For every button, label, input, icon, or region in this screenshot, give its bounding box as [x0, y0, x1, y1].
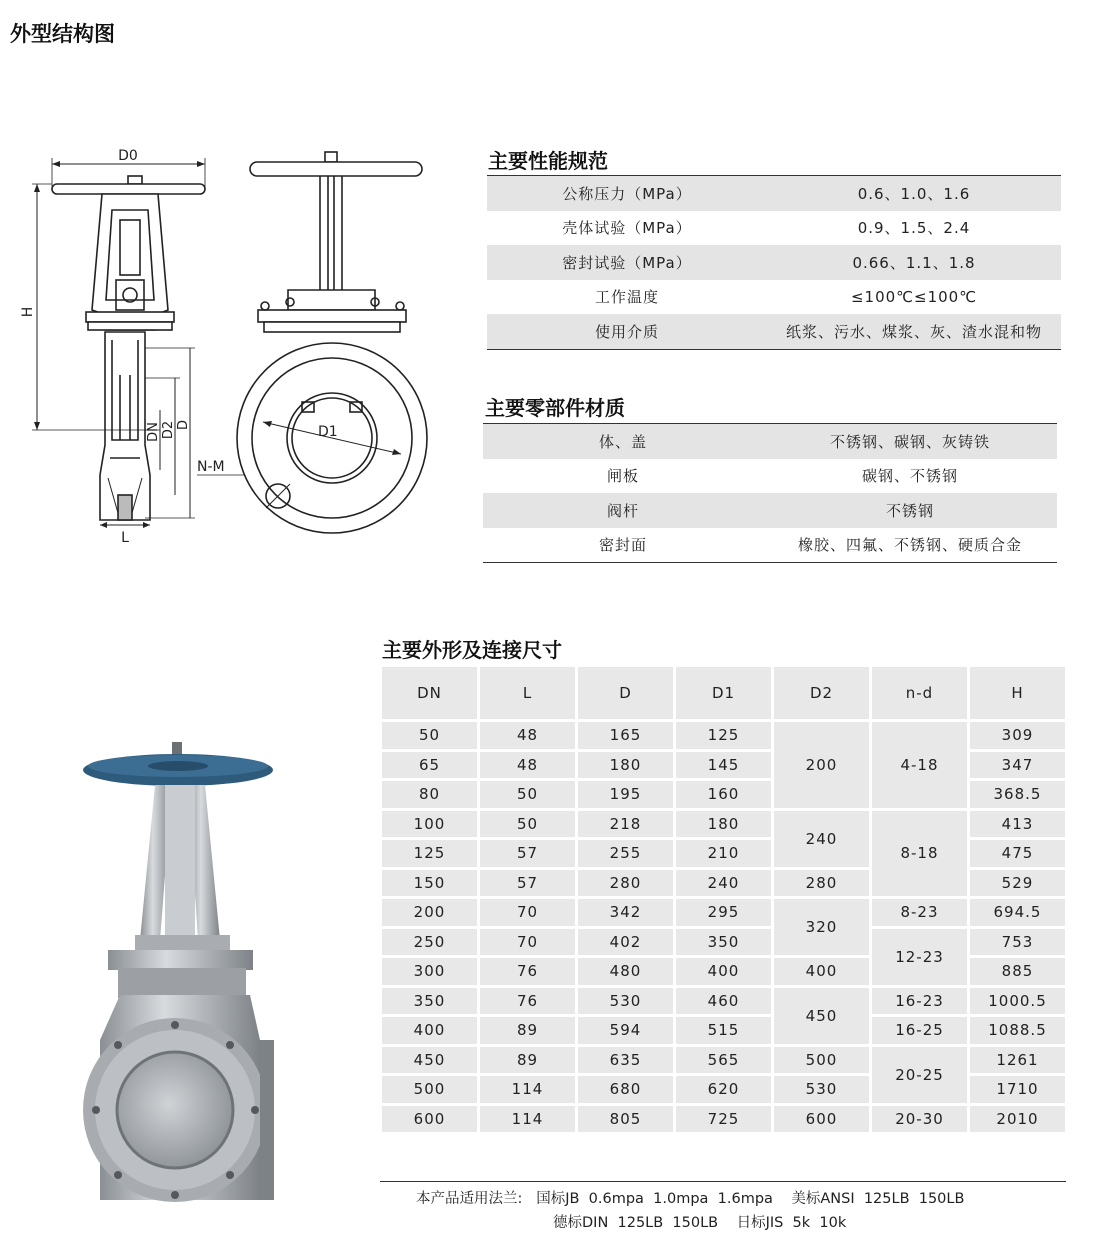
- table-row: [381, 1104, 1067, 1134]
- performance-row: [487, 280, 1061, 315]
- cell-h: 347: [969, 750, 1067, 780]
- cell-l: 48: [479, 750, 577, 780]
- cell-dn: 500: [381, 1075, 479, 1105]
- cell-d: 402: [577, 927, 675, 957]
- cell-d1: 515: [675, 1016, 773, 1046]
- cell-h: 475: [969, 839, 1067, 869]
- cell-d: 594: [577, 1016, 675, 1046]
- cell-d: 280: [577, 868, 675, 898]
- performance-value: 0.9、1.5、2.4: [857, 219, 971, 238]
- dimensions-table: [379, 664, 1068, 1135]
- label-nm: N-M: [197, 459, 225, 475]
- cell-d: 195: [577, 780, 675, 810]
- cell-nd: 20-30: [871, 1104, 969, 1134]
- dimensions-title: 主要外形及连接尺寸: [382, 638, 562, 662]
- cell-d2: 280: [773, 868, 871, 898]
- performance-label: 使用介质: [487, 314, 767, 349]
- cell-d: 805: [577, 1104, 675, 1134]
- materials-value: 橡胶、四氟、不锈钢、硬质合金: [763, 528, 1057, 563]
- cell-d1: 160: [675, 780, 773, 810]
- cell-d1: 350: [675, 927, 773, 957]
- performance-value: 0.66、1.1、1.8: [767, 245, 1061, 280]
- cell-d2: 400: [773, 957, 871, 987]
- cell-l: 48: [479, 721, 577, 751]
- table-row: [381, 986, 1067, 1016]
- cell-d: 680: [577, 1075, 675, 1105]
- cell-dn: 100: [381, 809, 479, 839]
- page-title: 外型结构图: [10, 21, 115, 46]
- cell-d1: 145: [675, 750, 773, 780]
- materials-table: [483, 423, 1057, 563]
- cell-d1: 400: [675, 957, 773, 987]
- cell-dn: 80: [381, 780, 479, 810]
- performance-label: 壳体试验（MPa）: [562, 219, 692, 238]
- performance-row: [487, 176, 1061, 211]
- label-h: H: [20, 306, 36, 318]
- valve-outline-drawing: [20, 140, 440, 560]
- cell-d: 180: [577, 750, 675, 780]
- cell-l: 76: [479, 986, 577, 1016]
- cell-dn: 65: [381, 750, 479, 780]
- performance-title: 主要性能规范: [488, 149, 608, 173]
- label-d2: D2: [161, 420, 176, 440]
- cell-h: 529: [969, 868, 1067, 898]
- cell-h: 885: [969, 957, 1067, 987]
- label-d0: D0: [118, 148, 138, 164]
- materials-row: [483, 424, 1057, 459]
- label-dn: DN: [146, 422, 161, 442]
- materials-title: 主要零部件材质: [485, 396, 625, 420]
- dimensions-bottom-rule: [380, 1181, 1066, 1182]
- performance-value: ≤100℃≤100℃: [850, 287, 978, 306]
- cell-d2: 530: [773, 1075, 871, 1105]
- cell-l: 70: [479, 898, 577, 928]
- cell-l: 57: [479, 868, 577, 898]
- cell-h: 1710: [969, 1075, 1067, 1105]
- cell-d1: 125: [675, 721, 773, 751]
- cell-l: 76: [479, 957, 577, 987]
- cell-nd: 20-25: [871, 1045, 969, 1104]
- cell-d: 342: [577, 898, 675, 928]
- column-header: D: [577, 666, 675, 721]
- cell-d2: 600: [773, 1104, 871, 1134]
- column-header: n-d: [871, 666, 969, 721]
- cell-d: 530: [577, 986, 675, 1016]
- cell-l: 70: [479, 927, 577, 957]
- cell-dn: 125: [381, 839, 479, 869]
- cell-d2: 450: [773, 986, 871, 1045]
- label-l: L: [121, 530, 129, 546]
- cell-d: 218: [577, 809, 675, 839]
- cell-nd: 8-18: [871, 809, 969, 898]
- performance-value: 0.6、1.0、1.6: [767, 176, 1061, 211]
- performance-label: 公称压力（MPa）: [487, 176, 767, 211]
- cell-h: 1088.5: [969, 1016, 1067, 1046]
- cell-nd: 8-23: [871, 898, 969, 928]
- cell-h: 309: [969, 721, 1067, 751]
- materials-value: 不锈钢: [763, 493, 1057, 528]
- cell-d1: 210: [675, 839, 773, 869]
- performance-value: 纸浆、污水、煤浆、灰、渣水混和物: [767, 314, 1061, 349]
- cell-dn: 400: [381, 1016, 479, 1046]
- cell-d1: 180: [675, 809, 773, 839]
- cell-nd: 12-23: [871, 927, 969, 986]
- cell-d2: 200: [773, 721, 871, 810]
- cell-dn: 450: [381, 1045, 479, 1075]
- materials-label: 体、盖: [483, 424, 763, 459]
- performance-label: 密封试验（MPa）: [487, 245, 767, 280]
- cell-d1: 565: [675, 1045, 773, 1075]
- materials-value: 碳钢、不锈钢: [861, 467, 958, 486]
- cell-d: 480: [577, 957, 675, 987]
- cell-d: 255: [577, 839, 675, 869]
- cell-nd: 16-25: [871, 1016, 969, 1046]
- performance-row: [487, 211, 1061, 246]
- cell-l: 89: [479, 1045, 577, 1075]
- cell-dn: 50: [381, 721, 479, 751]
- flange-note-line2: 德标DIN 125LB 150LB 日标JIS 5k 10k: [553, 1215, 847, 1231]
- cell-d1: 295: [675, 898, 773, 928]
- cell-dn: 300: [381, 957, 479, 987]
- column-header: L: [479, 666, 577, 721]
- performance-label: 工作温度: [594, 288, 659, 307]
- cell-h: 1261: [969, 1045, 1067, 1075]
- cell-d: 635: [577, 1045, 675, 1075]
- materials-row: [483, 493, 1057, 528]
- materials-label: 闸板: [606, 467, 639, 486]
- column-header: DN: [381, 666, 479, 721]
- performance-row: [487, 245, 1061, 280]
- cell-dn: 250: [381, 927, 479, 957]
- dimensions-header-row: [381, 666, 1067, 721]
- table-row: [381, 721, 1067, 751]
- cell-l: 50: [479, 780, 577, 810]
- table-row: [381, 1016, 1067, 1046]
- valve-product-photo: [80, 740, 370, 1215]
- column-header: H: [969, 666, 1067, 721]
- cell-d2: 320: [773, 898, 871, 957]
- performance-row: [487, 314, 1061, 349]
- table-row: [381, 898, 1067, 928]
- cell-dn: 600: [381, 1104, 479, 1134]
- materials-value: 不锈钢、碳钢、灰铸铁: [763, 424, 1057, 459]
- cell-d2: 500: [773, 1045, 871, 1075]
- label-d: D: [176, 419, 191, 431]
- cell-h: 694.5: [969, 898, 1067, 928]
- flange-note-line1: 本产品适用法兰: 国标JB 0.6mpa 1.0mpa 1.6mpa 美标ANSI 125LB 150LB: [416, 1191, 965, 1207]
- column-header: D1: [675, 666, 773, 721]
- table-row: [381, 1045, 1067, 1075]
- cell-h: 2010: [969, 1104, 1067, 1134]
- materials-row: [483, 528, 1057, 563]
- label-d1: D1: [318, 424, 338, 440]
- performance-table: [487, 175, 1061, 350]
- cell-h: 753: [969, 927, 1067, 957]
- cell-d1: 725: [675, 1104, 773, 1134]
- cell-d1: 620: [675, 1075, 773, 1105]
- cell-l: 50: [479, 809, 577, 839]
- materials-label: 阀杆: [483, 493, 763, 528]
- materials-label: 密封面: [483, 528, 763, 563]
- cell-nd: 4-18: [871, 721, 969, 810]
- cell-d: 165: [577, 721, 675, 751]
- cell-h: 368.5: [969, 780, 1067, 810]
- cell-dn: 150: [381, 868, 479, 898]
- cell-l: 114: [479, 1104, 577, 1134]
- cell-d2: 240: [773, 809, 871, 868]
- cell-h: 1000.5: [969, 986, 1067, 1016]
- table-row: [381, 809, 1067, 839]
- table-row: [381, 927, 1067, 957]
- cell-dn: 350: [381, 986, 479, 1016]
- cell-nd: 16-23: [871, 986, 969, 1016]
- cell-l: 89: [479, 1016, 577, 1046]
- materials-row: [483, 459, 1057, 494]
- cell-dn: 200: [381, 898, 479, 928]
- cell-l: 57: [479, 839, 577, 869]
- cell-h: 413: [969, 809, 1067, 839]
- column-header: D2: [773, 666, 871, 721]
- cell-l: 114: [479, 1075, 577, 1105]
- cell-d1: 460: [675, 986, 773, 1016]
- cell-d1: 240: [675, 868, 773, 898]
